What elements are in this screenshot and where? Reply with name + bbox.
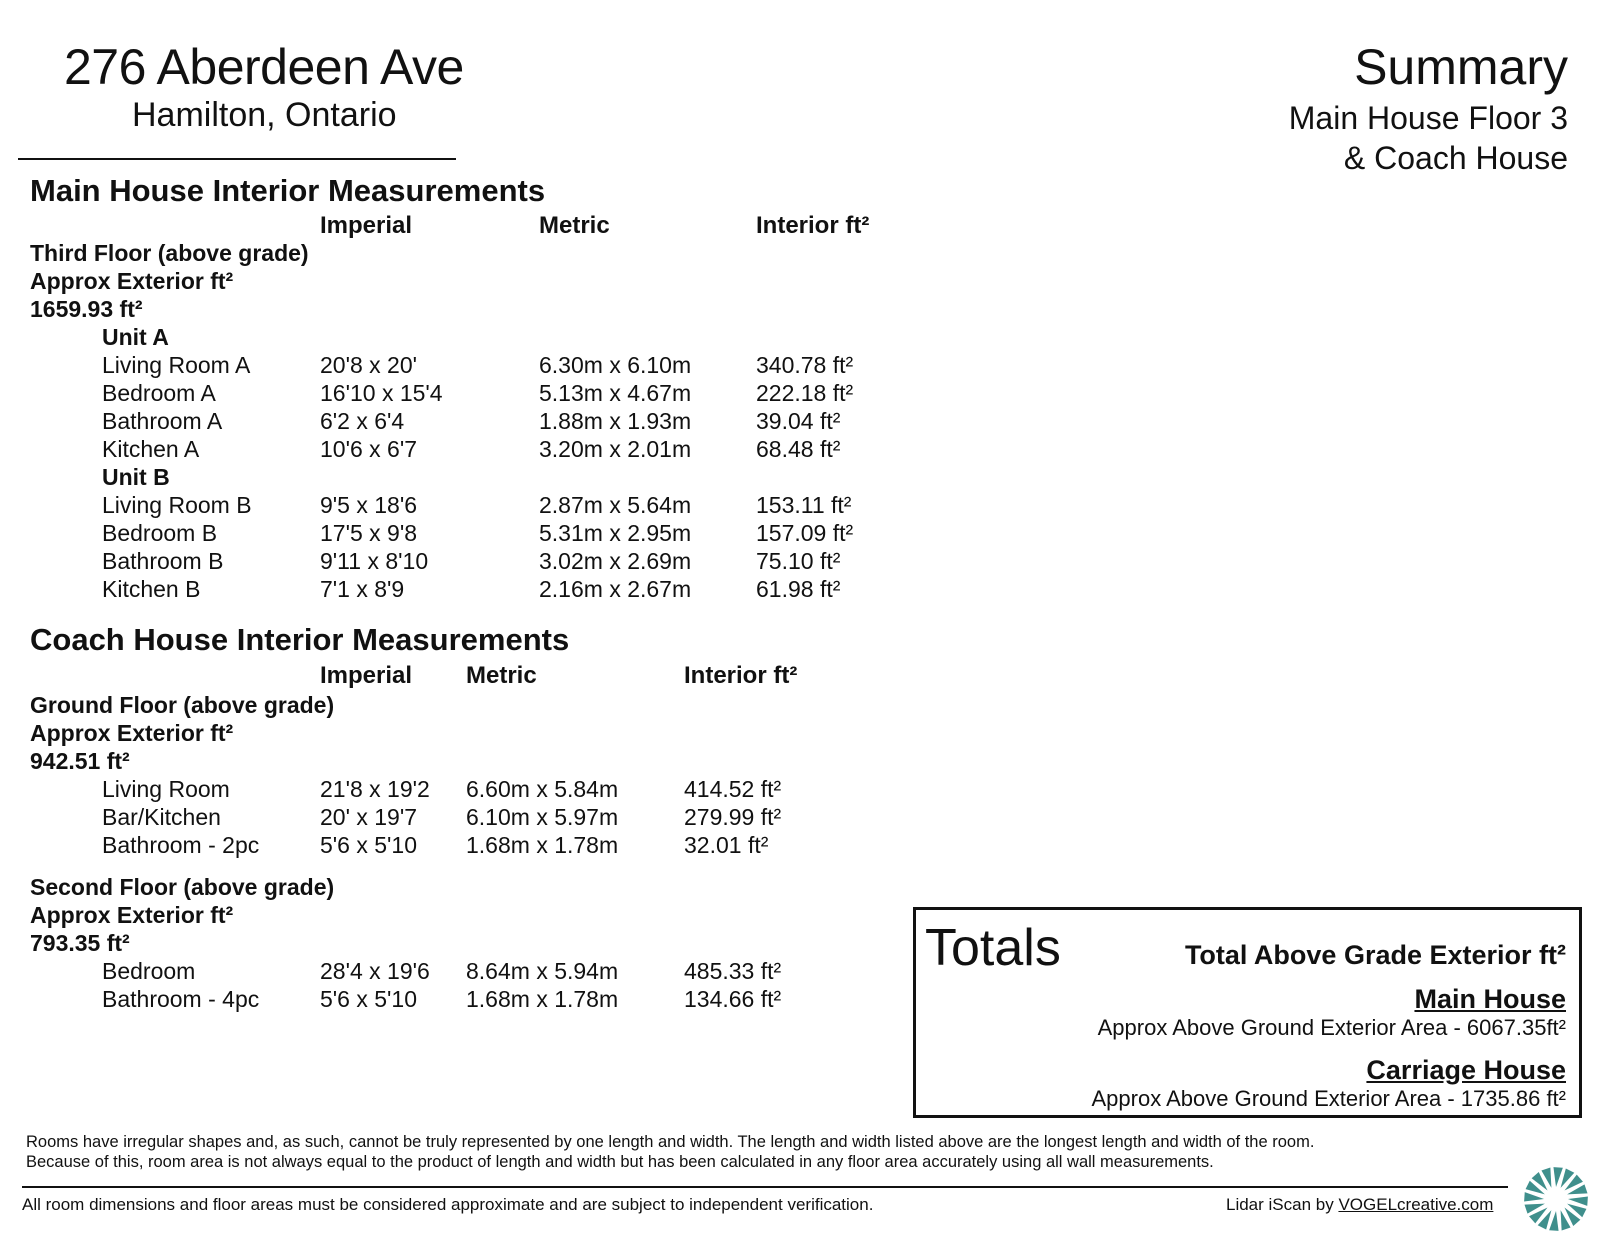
logo-petal xyxy=(1524,1192,1544,1201)
room-imperial: 5'6 x 5'10 xyxy=(320,986,418,1012)
room-metric: 8.64m x 5.94m xyxy=(466,958,619,984)
disclaimer-line-1: Rooms have irregular shapes and, as such, cannot be truly represented by one length and width. The length and width listed above are the longest length and width of the room. xyxy=(26,1133,1315,1151)
room-imperial: 17'5 x 9'8 xyxy=(320,520,418,546)
coach-col-metric: Metric xyxy=(466,662,537,689)
room-name: Kitchen B xyxy=(102,576,201,602)
room-area: 222.18 ft² xyxy=(756,380,854,406)
summary-subtitle xyxy=(1289,98,1568,178)
room-metric: 5.31m x 2.95m xyxy=(539,520,692,546)
room-imperial: 28'4 x 19'6 xyxy=(320,958,430,984)
room-name: Bathroom B xyxy=(102,548,224,574)
room-metric: 5.13m x 4.67m xyxy=(539,380,692,406)
carriage-house-total-line: Approx Above Ground Exterior Area - 1735.86 ft² xyxy=(1091,1086,1566,1111)
room-area: 279.99 ft² xyxy=(684,804,782,830)
room-name: Kitchen A xyxy=(102,436,200,462)
room-imperial: 9'5 x 18'6 xyxy=(320,492,418,518)
room-name: Bar/Kitchen xyxy=(102,804,221,830)
ground-approx-value: 942.51 ft² xyxy=(30,748,130,774)
coach-col-imperial: Imperial xyxy=(320,662,413,689)
room-area: 414.52 ft² xyxy=(684,776,782,802)
summary-title: Summary xyxy=(1354,39,1568,95)
main-approx-value: 1659.93 ft² xyxy=(30,296,143,322)
main-col-interior: Interior ft² xyxy=(756,212,870,239)
room-metric: 3.02m x 2.69m xyxy=(539,548,692,574)
room-imperial: 10'6 x 6'7 xyxy=(320,436,418,462)
main-col-imperial: Imperial xyxy=(320,212,413,239)
address-title: 276 Aberdeen Ave xyxy=(64,39,464,95)
room-name: Living Room A xyxy=(102,352,251,378)
credit-link[interactable]: VOGELcreative.com xyxy=(1338,1195,1494,1214)
main-house-total-label: Main House xyxy=(1414,984,1566,1014)
ground-approx-label: Approx Exterior ft² xyxy=(30,720,234,746)
main-house-total-line: Approx Above Ground Exterior Area - 6067.35ft² xyxy=(1097,1015,1566,1040)
room-name: Bathroom A xyxy=(102,408,223,434)
header-divider xyxy=(18,158,456,160)
logo-petal xyxy=(1568,1196,1588,1205)
main-house-section-title: Main House Interior Measurements xyxy=(30,173,546,208)
carriage-house-total-label: Carriage House xyxy=(1366,1055,1566,1085)
coach-col-interior: Interior ft² xyxy=(684,662,798,689)
room-area: 61.98 ft² xyxy=(756,576,841,602)
room-area: 340.78 ft² xyxy=(756,352,854,378)
totals-heading: Total Above Grade Exterior ft² xyxy=(1184,940,1566,970)
room-metric: 1.68m x 1.78m xyxy=(466,832,619,858)
second-floor-label: Second Floor (above grade) xyxy=(30,874,335,900)
room-name: Bedroom xyxy=(102,958,196,984)
room-metric: 3.20m x 2.01m xyxy=(539,436,692,462)
ground-floor-label: Ground Floor (above grade) xyxy=(30,692,335,718)
room-imperial: 20'8 x 20' xyxy=(320,352,418,378)
vogel-logo-icon xyxy=(1523,1166,1589,1232)
disclaimer-line-2: Because of this, room area is not always equal to the product of length and width but has been calculated in any floor area accurately using all wall measurements. xyxy=(26,1153,1214,1171)
room-imperial: 6'2 x 6'4 xyxy=(320,408,405,434)
main-approx-label: Approx Exterior ft² xyxy=(30,268,234,294)
room-imperial: 9'11 x 8'10 xyxy=(320,548,429,574)
room-metric: 6.30m x 6.10m xyxy=(539,352,692,378)
room-name: Bathroom - 4pc xyxy=(102,986,260,1012)
room-name: Bedroom A xyxy=(102,380,216,406)
room-area: 157.09 ft² xyxy=(756,520,854,546)
room-imperial: 16'10 x 15'4 xyxy=(320,380,443,406)
unit-a-label: Unit A xyxy=(102,324,169,350)
room-area: 153.11 ft² xyxy=(756,492,852,518)
room-metric: 1.88m x 1.93m xyxy=(539,408,692,434)
approx-note: All room dimensions and floor areas must be considered approximate and are subject to independent verification. xyxy=(22,1195,874,1214)
room-name: Living Room B xyxy=(102,492,252,518)
unit-b-label: Unit B xyxy=(102,464,170,490)
room-imperial: 5'6 x 5'10 xyxy=(320,832,418,858)
room-area: 32.01 ft² xyxy=(684,832,769,858)
room-name: Bedroom B xyxy=(102,520,218,546)
room-metric: 1.68m x 1.78m xyxy=(466,986,619,1012)
summary-line-2: & Coach House xyxy=(1343,140,1568,176)
credit-line xyxy=(1226,1195,1493,1215)
room-metric: 2.87m x 5.64m xyxy=(539,492,692,518)
room-area: 134.66 ft² xyxy=(684,986,782,1012)
room-name: Living Room xyxy=(102,776,230,802)
room-metric: 6.60m x 5.84m xyxy=(466,776,619,802)
logo-petal xyxy=(1549,1211,1558,1231)
second-approx-value: 793.35 ft² xyxy=(30,930,130,956)
credit-prefix: Lidar iScan by xyxy=(1226,1195,1339,1214)
room-area: 485.33 ft² xyxy=(684,958,782,984)
logo-petal xyxy=(1553,1167,1562,1187)
coach-house-section-title: Coach House Interior Measurements xyxy=(30,622,570,657)
room-imperial: 20' x 19'7 xyxy=(320,804,418,830)
room-name: Bathroom - 2pc xyxy=(102,832,260,858)
room-imperial: 7'1 x 8'9 xyxy=(320,576,405,602)
room-area: 39.04 ft² xyxy=(756,408,841,434)
main-col-metric: Metric xyxy=(539,212,610,239)
room-metric: 6.10m x 5.97m xyxy=(466,804,619,830)
room-area: 75.10 ft² xyxy=(756,548,841,574)
room-metric: 2.16m x 2.67m xyxy=(539,576,692,602)
totals-title: Totals xyxy=(925,919,1061,977)
third-floor-label: Third Floor (above grade) xyxy=(30,240,309,266)
city-subtitle: Hamilton, Ontario xyxy=(132,96,397,134)
second-approx-label: Approx Exterior ft² xyxy=(30,902,234,928)
room-imperial: 21'8 x 19'2 xyxy=(320,776,430,802)
footer-divider xyxy=(22,1186,1508,1188)
room-area: 68.48 ft² xyxy=(756,436,841,462)
summary-line-1: Main House Floor 3 xyxy=(1288,100,1568,136)
